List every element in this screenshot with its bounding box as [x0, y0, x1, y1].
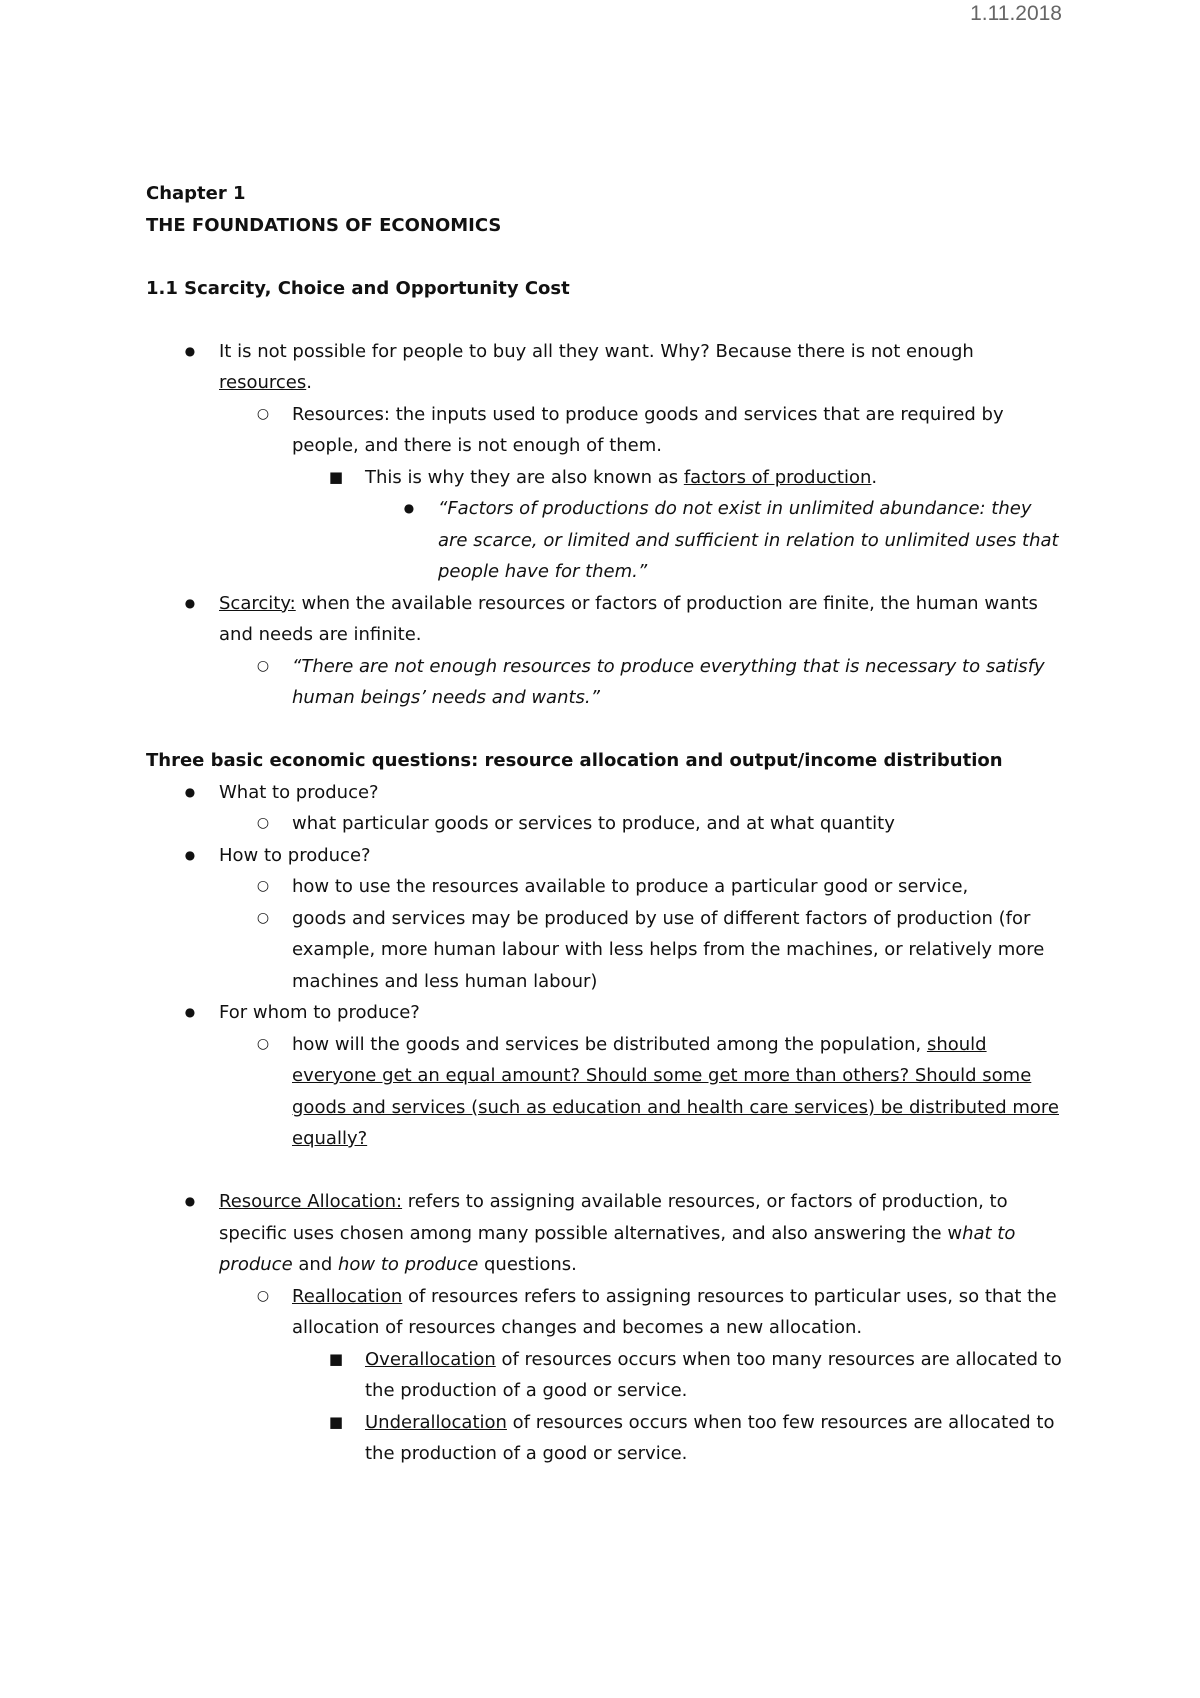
disc-bullet-icon: [180, 840, 200, 872]
underlined-term: Reallocation: [292, 1285, 403, 1307]
circle-bullet-icon: [253, 903, 273, 935]
item-text: It is not possible for people to buy all they want. Why? Because there is not enough: [219, 340, 974, 362]
disc-bullet-icon: [180, 1186, 200, 1218]
item-text: goods and services may be produced by use of different factors of production (for example, more human labour with less helps from the machines, or relatively more machines and less human labour): [292, 907, 1045, 992]
item-text: This is why they are also known as: [365, 466, 684, 488]
item-text: Resources: the inputs used to produce goods and services that are required by people, and there is not enough of them.: [292, 403, 1004, 456]
underlined-term: Overallocation: [365, 1348, 496, 1370]
underlined-term: Underallocation: [365, 1411, 507, 1433]
list-item: [146, 1281, 1066, 1344]
item-text: For whom to produce?: [219, 1002, 420, 1023]
list-item: [146, 1407, 1066, 1470]
circle-bullet-icon: [253, 871, 273, 903]
item-text: what particular goods or services to produce, and at what quantity: [292, 813, 895, 834]
list-item: [146, 840, 1066, 872]
item-text: What to produce?: [219, 781, 379, 803]
list-item: [146, 871, 1066, 903]
list-item: [146, 588, 1066, 651]
list-item: [146, 1344, 1066, 1407]
list-item: [146, 903, 1066, 998]
item-text: How to produce?: [219, 844, 371, 866]
square-bullet-icon: [326, 462, 346, 495]
underlined-term: factors of production: [683, 466, 872, 488]
underlined-term: resources: [219, 372, 307, 393]
quote-text: “Factors of productions do not exist in unlimited abundance: they are scarce, or limited and sufficient in relation to unlimited uses that people have for them.”: [438, 498, 1059, 582]
chapter-title: THE FOUNDATIONS OF ECONOMICS: [146, 214, 502, 236]
item-text: of resources occurs when too many resources are allocated to the production of a good or service.: [365, 1348, 1062, 1401]
list-item: ■ This is why they are also known as factors of production.: [146, 462, 1066, 494]
underlined-term: Scarcity:: [219, 592, 296, 614]
section-heading: 1.1 Scarcity, Choice and Opportunity Cost: [146, 277, 570, 299]
disc-bullet-icon: [180, 336, 200, 368]
disc-bullet-icon: [399, 493, 419, 525]
item-text: refers to assigning available resources, or factors of production, to specific uses chosen among many possible alternatives, and also answering the w: [219, 1191, 1008, 1244]
list-item: [146, 493, 1066, 588]
item-text: when the available resources or factors of production are finite, the human wants and needs are infinite.: [219, 592, 1038, 645]
disc-bullet-icon: [180, 777, 200, 809]
circle-bullet-icon: [253, 399, 273, 431]
document-date: 1.11.2018: [970, 2, 1062, 25]
underlined-text: should everyone get an equal amount? Should some get more than others? Should some goods and services (such as education and health care services) be distributed more equally?: [292, 1033, 1059, 1149]
list-item: [146, 777, 1066, 809]
square-bullet-icon: [326, 1407, 346, 1440]
questions-heading: Three basic economic questions: resource allocation and output/income distribution: [146, 750, 1003, 771]
circle-bullet-icon: [253, 1029, 273, 1061]
list-item: [146, 651, 1066, 714]
list-item: [146, 399, 1066, 462]
list-item: ● It is not possible for people to buy all they want. Why? Because there is not enough resources.: [146, 336, 1066, 399]
circle-bullet-icon: [253, 808, 273, 840]
list-item: [146, 808, 1066, 840]
underlined-term: Resource Allocation:: [219, 1191, 403, 1212]
square-bullet-icon: [326, 1344, 346, 1377]
disc-bullet-icon: [180, 997, 200, 1029]
disc-bullet-icon: [180, 588, 200, 620]
item-text: of resources refers to assigning resources to particular uses, so that the allocation of resources changes and becomes a new allocation.: [292, 1285, 1057, 1338]
list-item: [146, 1029, 1066, 1155]
item-text: how will the goods and services be distributed among the population,: [292, 1033, 927, 1055]
list-item: [146, 997, 1066, 1029]
circle-bullet-icon: [253, 1281, 273, 1313]
item-text: how to use the resources available to produce a particular good or service,: [292, 876, 969, 897]
list-item: ● Resource Allocation: refers to assigning available resources, or factors of production, to specific uses chosen among many possible alternatives, and also answering the what to produce and how to produce questions.: [146, 1186, 1066, 1281]
quote-text: “There are not enough resources to produce everything that is necessary to satisfy human beings’ needs and wants.”: [292, 655, 1045, 708]
circle-bullet-icon: [253, 651, 273, 683]
chapter-number: Chapter 1: [146, 183, 246, 204]
item-text: of resources occurs when too few resources are allocated to the production of a good or service.: [365, 1411, 1055, 1464]
document-body: [146, 178, 1066, 1470]
